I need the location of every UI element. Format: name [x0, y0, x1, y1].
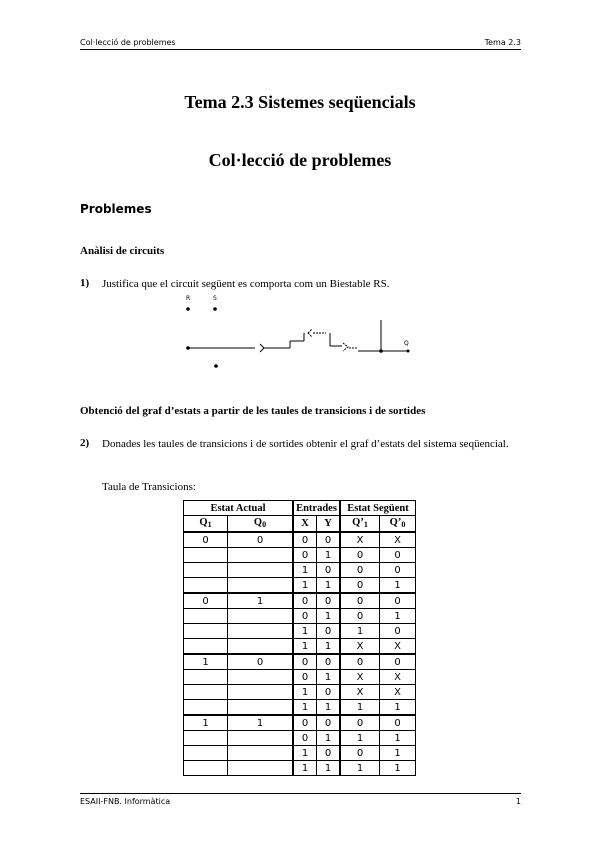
col-q1: $Q_1$: [184, 516, 228, 533]
page-footer: [80, 793, 521, 806]
table-row: [184, 670, 416, 685]
output-node-dot: [379, 349, 383, 353]
table-cell: [228, 548, 294, 563]
problem-1-number: 1): [80, 277, 90, 289]
table-row: [184, 639, 416, 655]
table-cell: 0: [317, 563, 341, 578]
table-cell: 1: [317, 761, 341, 776]
input-r-dot: [186, 307, 190, 311]
page-title: Tema 2.3 Sistemes seqüencials: [184, 92, 416, 112]
table-row: [184, 609, 416, 624]
table-cell: X: [380, 639, 416, 655]
table-cell: 0: [380, 654, 416, 670]
table-cell: [228, 563, 294, 578]
table-row: [184, 548, 416, 563]
table-header-row: [184, 516, 416, 533]
table-cell: 0: [317, 685, 341, 700]
col-q0: $Q_0$: [228, 516, 294, 533]
table-cell: [228, 578, 294, 594]
table-cell: 0: [340, 654, 380, 670]
page-header: [80, 38, 521, 50]
table-cell: 0: [317, 624, 341, 639]
table-cell: 1: [380, 578, 416, 594]
table-cell: [228, 746, 294, 761]
table-cell: 0: [317, 654, 341, 670]
table-cell: 0: [340, 578, 380, 594]
table-cell: X: [340, 685, 380, 700]
table-cell: [184, 624, 228, 639]
table-row: [184, 731, 416, 746]
transition-table: [183, 500, 416, 776]
table-cell: 1: [184, 654, 228, 670]
table-cell: 1: [380, 761, 416, 776]
table-cell: 1: [317, 700, 341, 716]
table-cell: 1: [293, 746, 317, 761]
table-cell: [228, 609, 294, 624]
table-cell: 1: [380, 700, 416, 716]
table-body: [184, 532, 416, 776]
table-title: Taula de Transicions:: [102, 481, 196, 493]
table-cell: [228, 761, 294, 776]
table-cell: 0: [340, 746, 380, 761]
table-cell: [184, 670, 228, 685]
table-cell: 0: [293, 532, 317, 548]
page-subtitle: Col·lecció de problemes: [208, 150, 392, 170]
table-cell: 0: [340, 548, 380, 563]
table-cell: 1: [293, 700, 317, 716]
table-cell: 1: [293, 578, 317, 594]
table-cell: 0: [340, 715, 380, 731]
table-row: [184, 593, 416, 609]
table-cell: [228, 670, 294, 685]
table-cell: [184, 700, 228, 716]
table-row: [184, 578, 416, 594]
table-cell: 1: [228, 593, 294, 609]
table-cell: X: [340, 670, 380, 685]
table-cell: X: [340, 532, 380, 548]
col-next-q0: $Q’_0$: [380, 516, 416, 533]
circuit-diagram: [180, 292, 420, 372]
table-cell: 0: [293, 593, 317, 609]
footer-page-number: 1: [515, 797, 521, 806]
table-row: [184, 654, 416, 670]
table-cell: [184, 563, 228, 578]
col-y: Y: [317, 516, 341, 533]
label-s: S: [213, 295, 217, 302]
table-cell: X: [380, 685, 416, 700]
table-cell: [228, 700, 294, 716]
input-s-dot: [213, 307, 217, 311]
table-group-row: [184, 501, 416, 516]
table-cell: X: [380, 532, 416, 548]
header-right: Tema 2.3: [484, 38, 521, 47]
graph-heading: Obtenció del graf d’estats a partir de les taules de transicions i de sortides: [80, 405, 426, 417]
table-row: [184, 563, 416, 578]
table-cell: 1: [317, 639, 341, 655]
table-cell: 0: [340, 609, 380, 624]
table-row: [184, 761, 416, 776]
table-cell: 1: [380, 609, 416, 624]
table-cell: 0: [380, 563, 416, 578]
table-cell: 0: [340, 563, 380, 578]
table-cell: 1: [293, 685, 317, 700]
table-cell: 1: [293, 639, 317, 655]
col-next-q1: $Q’_1$: [340, 516, 380, 533]
table-cell: 1: [340, 624, 380, 639]
table-row: [184, 685, 416, 700]
table-cell: [184, 639, 228, 655]
table-cell: [228, 731, 294, 746]
bottom-node-dot: [214, 364, 218, 368]
circuit-wires: [188, 320, 408, 352]
output-q-dot: [407, 350, 410, 353]
table-cell: X: [340, 639, 380, 655]
table-cell: 0: [293, 715, 317, 731]
table-cell: 0: [380, 715, 416, 731]
table-cell: 0: [317, 593, 341, 609]
table-row: [184, 624, 416, 639]
table-cell: 1: [317, 578, 341, 594]
table-cell: 0: [184, 593, 228, 609]
table-cell: 1: [380, 746, 416, 761]
table-row: [184, 700, 416, 716]
table-cell: [184, 746, 228, 761]
table-cell: 1: [340, 731, 380, 746]
table-cell: 0: [317, 746, 341, 761]
table-cell: 0: [380, 624, 416, 639]
problem-2-text: Donades les taules de transicions i de sortides obtenir el graf d’estats del sistema seqüencial.: [102, 438, 509, 450]
table-cell: X: [380, 670, 416, 685]
label-r: R: [186, 295, 191, 302]
table-row: [184, 532, 416, 548]
table-cell: 0: [317, 715, 341, 731]
analysis-heading: Anàlisi de circuits: [80, 245, 165, 257]
footer-left: ESAII-FNB. Informàtica: [80, 797, 171, 806]
table-row: [184, 746, 416, 761]
table-cell: 0: [184, 532, 228, 548]
table-cell: 1: [340, 700, 380, 716]
table-cell: 0: [293, 654, 317, 670]
table-cell: [228, 685, 294, 700]
table-cell: 1: [340, 761, 380, 776]
table-cell: [184, 548, 228, 563]
table-cell: 0: [293, 731, 317, 746]
table-cell: 1: [228, 715, 294, 731]
table-cell: 0: [380, 593, 416, 609]
header-left: Col·lecció de problemes: [80, 38, 176, 47]
table-cell: 1: [293, 624, 317, 639]
table-cell: [228, 624, 294, 639]
group-estat-seguent: Estat Següent: [340, 501, 416, 516]
problem-2-number: 2): [80, 437, 90, 449]
table-cell: [184, 578, 228, 594]
table-cell: 1: [317, 548, 341, 563]
group-estat-actual: Estat Actual: [184, 501, 294, 516]
table-cell: 1: [293, 761, 317, 776]
table-cell: 0: [293, 609, 317, 624]
table-cell: [184, 685, 228, 700]
section-heading: Problemes: [80, 202, 152, 216]
table-cell: 0: [317, 532, 341, 548]
problem-1-text: Justifica que el circuit següent es comporta com un Biestable RS.: [102, 278, 390, 290]
col-x: X: [293, 516, 317, 533]
label-q: Q: [404, 340, 409, 347]
table-cell: 0: [380, 548, 416, 563]
table-cell: 1: [184, 715, 228, 731]
table-cell: 0: [293, 548, 317, 563]
table-cell: 1: [317, 609, 341, 624]
table-cell: 0: [228, 532, 294, 548]
table-cell: 0: [228, 654, 294, 670]
table-row: [184, 715, 416, 731]
table-cell: [184, 761, 228, 776]
group-entrades: Entrades: [293, 501, 340, 516]
table-cell: [184, 609, 228, 624]
table-cell: 1: [317, 670, 341, 685]
table-cell: 1: [293, 563, 317, 578]
table-cell: 0: [293, 670, 317, 685]
table-cell: 0: [340, 593, 380, 609]
table-cell: [228, 639, 294, 655]
table-cell: 1: [380, 731, 416, 746]
table-cell: [184, 731, 228, 746]
table-cell: 1: [317, 731, 341, 746]
